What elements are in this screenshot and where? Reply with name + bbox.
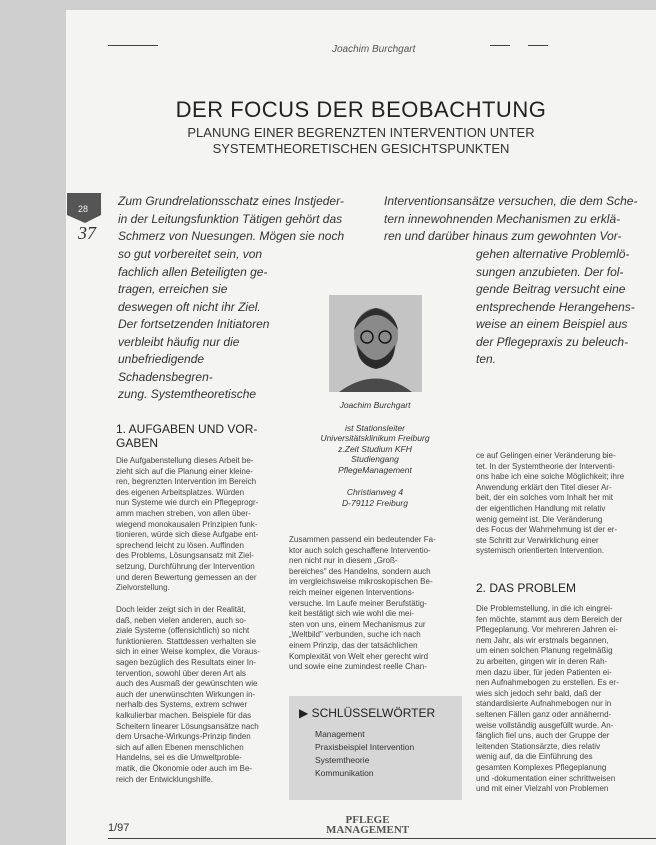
body-line: ste Schritt zur Verwirklichung einer: [476, 535, 599, 545]
intro-line: in der Leitungsfunktion Tätigen gehört das: [118, 211, 343, 226]
body-line: ziale Systeme (offensichtlich) so nicht: [116, 626, 250, 636]
body-line: nen nicht nur in diesem „Groß-: [289, 556, 398, 566]
body-line: bereiches" des Handelns, sondern auch: [289, 566, 431, 576]
running-head: Joachim Burchgart: [332, 44, 416, 55]
intro-line: Zum Grundrelationsschatz eines Instjeder-: [118, 194, 344, 208]
intro-line: gende Beitrag versucht eine: [476, 282, 626, 296]
body-line: setzung, Durchführung der Intervention: [116, 561, 255, 571]
body-line: tervention, sowohl über deren Art als: [116, 668, 246, 678]
body-line: im vergleichsweise mikroskopischen Be-: [289, 577, 433, 587]
body-line: ce auf Gelingen einer Veränderung bie-: [476, 451, 616, 460]
intro-left-top: [118, 193, 374, 246]
body-line: wiegend monokausalen Prinzipien funk-: [116, 519, 258, 529]
page-number: 1/97: [108, 822, 130, 834]
body-line: weise vollständig ausgefüllt wurde. An-: [476, 720, 614, 730]
intro-line: sungen anzubieten. Der fol-: [476, 264, 624, 279]
body-line: systemisch orientierten Intervention.: [476, 546, 605, 556]
author-detail: PflegeManagement: [338, 464, 412, 475]
author-address: Christianweg 4: [346, 487, 404, 497]
intro-line: ren und darüber hinaus zum gewohnten Vor-: [384, 229, 622, 243]
top-rule-right-1: [490, 45, 510, 46]
body-line: amm machen streben, von allen über-: [116, 508, 251, 518]
section2-para: [476, 604, 656, 795]
body-line: Die Aufgabenstellung dieses Arbeit be-: [116, 456, 254, 465]
body-line: sich auf allen Ebenen menschlichen: [116, 742, 244, 752]
body-line: sagen bezüglich des Resultats einer In-: [116, 657, 257, 667]
body-line: Komplexität von Welt eher gerecht wird: [289, 651, 429, 661]
body-line: sten von uns, einem Mechanismus zur: [289, 619, 426, 629]
author-address: D-79112 Freiburg: [342, 497, 408, 508]
body-line: Scheitern linearer Lösungsansätze nach: [116, 721, 259, 731]
body-line: wies sich jedoch sehr bald, daß der: [476, 688, 602, 698]
body-line: versuche. Im Laufe meiner Berufstätig-: [289, 598, 427, 608]
magazine-logo: [326, 815, 409, 835]
logo-line: MANAGEMENT: [326, 824, 410, 836]
logo-line: PFLEGE: [345, 814, 390, 826]
footer-rule: [108, 838, 656, 839]
body-line: Die Problemstellung, in die ich eingrei-: [476, 604, 613, 613]
body-line: zieht sich auf die Planung einer kleine-: [116, 466, 253, 476]
intro-right-top: [384, 193, 656, 246]
body-line: ktor auch solch geschaffene Interventio-: [289, 545, 431, 555]
body-line: einem Prinzip, das der tatsächlichen: [289, 640, 418, 650]
body-line: reich meiner eigenen Interventions-: [289, 587, 415, 597]
body-line: und mit einer Vielzahl von Problemen: [476, 784, 609, 794]
subtitle-line: PLANUNG EINER BEGRENZTEN INTERVENTION UNTER: [187, 125, 535, 140]
keyword-item: Kommunikation: [315, 768, 374, 778]
body-line: kalkulierbar machen. Beispiele für das: [116, 710, 252, 720]
body-line: des Focus der Wahrnehmung ist der er-: [476, 525, 618, 535]
intro-line: tragen, erreichen sie: [118, 282, 228, 296]
author-detail: z.Zeit Studium KFH: [338, 443, 412, 454]
body-line: Anwendung erklärt den Titel dieser Ar-: [476, 482, 612, 492]
section2-heading: 2. DAS PROBLEM: [476, 581, 577, 595]
keywords-heading: SCHLÜSSELWÖRTER: [311, 706, 436, 720]
author-detail: Studiengang: [351, 454, 399, 464]
body-line: ren, begrenzten Intervention im Bereich: [116, 477, 257, 487]
intro-line: Der fortsetzenden Initiatoren: [118, 317, 270, 331]
top-rule-right-2: [528, 45, 548, 46]
intro-line: deswegen oft nicht ihr Ziel.: [118, 299, 261, 314]
body-line: auch des Ausmaß der gewünschten wie: [116, 679, 258, 689]
body-line: und sowie eine zumindest reelle Chan-: [289, 662, 427, 672]
article-title: DER FOCUS DER BEOBACHTUNG: [175, 97, 547, 122]
intro-line: verbleibt häufig nur die: [118, 334, 240, 349]
intro-left-bottom: [118, 246, 288, 404]
body-line: und deren Bewertung gemessen an der: [116, 572, 257, 582]
body-line: standardisierte Aufnahmebogen nur in: [476, 699, 612, 709]
intro-line: unbefriedigende Schadensbegren-: [118, 352, 213, 384]
body-line: des Problems, Lösungsansatz mit Ziel-: [116, 551, 254, 561]
intro-line: so gut vorbereitet sein, von: [118, 247, 263, 261]
keywords-list: [315, 728, 414, 780]
body-line: zu arbeiten, gingen wir in deren Rah-: [476, 656, 608, 666]
section1-heading: [116, 422, 286, 450]
intro-line: entsprechende Herangehens-: [476, 299, 635, 314]
author-name: Joachim Burchgart: [339, 400, 411, 410]
body-line: des eigenen Arbeitsplatzes. Würden: [116, 487, 245, 497]
handwritten-mark: 37: [78, 223, 96, 243]
body-line: nun Systeme wie durch ein Pflegeprogr-: [116, 498, 259, 508]
body-line: „Weltbild" verbunden, suche ich nach: [289, 630, 421, 640]
body-line: Handelns, sei es die Umweltproble-: [116, 753, 242, 763]
body-line: auch der unerwünschten Wirkungen in-: [116, 689, 256, 699]
intro-right-bottom: [476, 246, 656, 369]
body-line: Zielvorstellung.: [116, 583, 170, 593]
body-line: keit bestätigt sich wie wohl die mei-: [289, 609, 414, 619]
intro-line: tern innewohnenden Mechanismen zu erklä-: [384, 211, 621, 226]
body-line: seltenen Fällen ganz oder annähernd-: [476, 709, 612, 719]
top-rule-left: [108, 45, 158, 46]
body-line: tet. In der Systemtheorie der Interventi-: [476, 461, 615, 471]
right-column-top: [476, 451, 656, 557]
body-line: fänglich fiel uns, auch der Gruppe der: [476, 731, 610, 741]
section1-para2: [116, 605, 286, 785]
body-line: nerhalb des Systems, extrem schwer: [116, 700, 248, 710]
intro-line: Schmerz von Nuesungen. Mögen sie noch: [118, 229, 345, 243]
body-line: leitenden Stationsärzte, dies relativ: [476, 741, 601, 751]
body-line: nen Aufnahmebogen zu erstellen. Es er-: [476, 678, 619, 688]
intro-line: gehen alternative Problemlö-: [476, 247, 630, 261]
heading-line: GABEN: [116, 436, 159, 450]
subtitle-line: SYSTEMTHEORETISCHEN GESICHTSPUNKTEN: [212, 141, 510, 156]
page-marker-number: 28: [78, 204, 89, 214]
body-line: ons habe ich eine solche Möglichkeit; ihre: [476, 472, 625, 482]
body-line: sprechend leicht zu lösen. Auffinden: [116, 540, 244, 550]
intro-line: der Pflegepraxis zu beleuch-: [476, 334, 629, 349]
keywords-box: [289, 696, 462, 800]
author-info: [290, 400, 460, 508]
body-line: dem Ursache-Wirkungs-Prinzip finden: [116, 732, 251, 742]
body-line: nem Jahr, als wir erstmals begannen,: [476, 635, 609, 645]
intro-line: zung. Systemtheoretische: [118, 387, 257, 401]
section1-para1: [116, 456, 286, 594]
body-line: daß, neben vielen anderen, auch so-: [116, 615, 247, 625]
body-line: men dazu über, für jeden Patienten ei-: [476, 667, 612, 677]
article-subtitle: [66, 125, 656, 157]
body-line: wenig gemeint ist. Die Veränderung: [476, 514, 603, 524]
body-line: funktionieren. Stattdessen verhalten sie: [116, 636, 257, 646]
author-detail: Universitätsklinikum Freiburg: [320, 433, 430, 443]
body-line: gesamten Komplexes Pflegeplanung: [476, 762, 607, 772]
body-line: und -dokumentation einer schrittweisen: [476, 773, 616, 783]
body-line: um einen solchen Planung regelmäßig: [476, 646, 613, 656]
intro-line: weise an einem Beispiel aus: [476, 317, 628, 331]
keyword-item: Systemtheorie: [315, 755, 370, 765]
intro-line: ten.: [476, 352, 497, 366]
body-line: fen möchte, stammt aus dem Bereich der: [476, 614, 623, 624]
body-line: Pflegeplanung. Vor mehreren Jahren ei-: [476, 625, 618, 635]
body-line: tionieren, würde sich diese Aufgabe ent-: [116, 530, 259, 540]
body-line: der eigentlichen Handlung mit relativ: [476, 503, 606, 513]
body-line: matik, die Ökonomie oder auch im Be-: [116, 763, 253, 773]
keyword-item: Praxisbeispiel Intervention: [315, 742, 415, 752]
author-photo: [329, 295, 422, 392]
middle-column: [289, 535, 461, 673]
keyword-item: Management: [315, 729, 365, 739]
triangle-bullet-icon: ▶: [299, 706, 309, 720]
intro-line: fachlich allen Beteiligten ge-: [118, 264, 268, 279]
body-line: sich in einer Weise komplex, die Voraus-: [116, 647, 260, 657]
intro-line: Interventionsansätze versuchen, die dem Sche-: [384, 194, 638, 208]
author-detail: ist Stationsleiter: [345, 422, 405, 433]
keywords-heading-row: [299, 706, 435, 720]
body-line: Zusammen passend ein bedeutender Fa-: [289, 535, 436, 544]
body-line: wenig auf, da die Einführung des: [476, 752, 593, 762]
body-line: beit, der ein solches vom Inhalt her mit: [476, 493, 613, 503]
body-line: reich der Entwicklungshilfe.: [116, 774, 213, 784]
body-line: Doch leider zeigt sich in der Realität,: [116, 605, 246, 614]
heading-line: 1. AUFGABEN UND VOR-: [116, 422, 258, 436]
